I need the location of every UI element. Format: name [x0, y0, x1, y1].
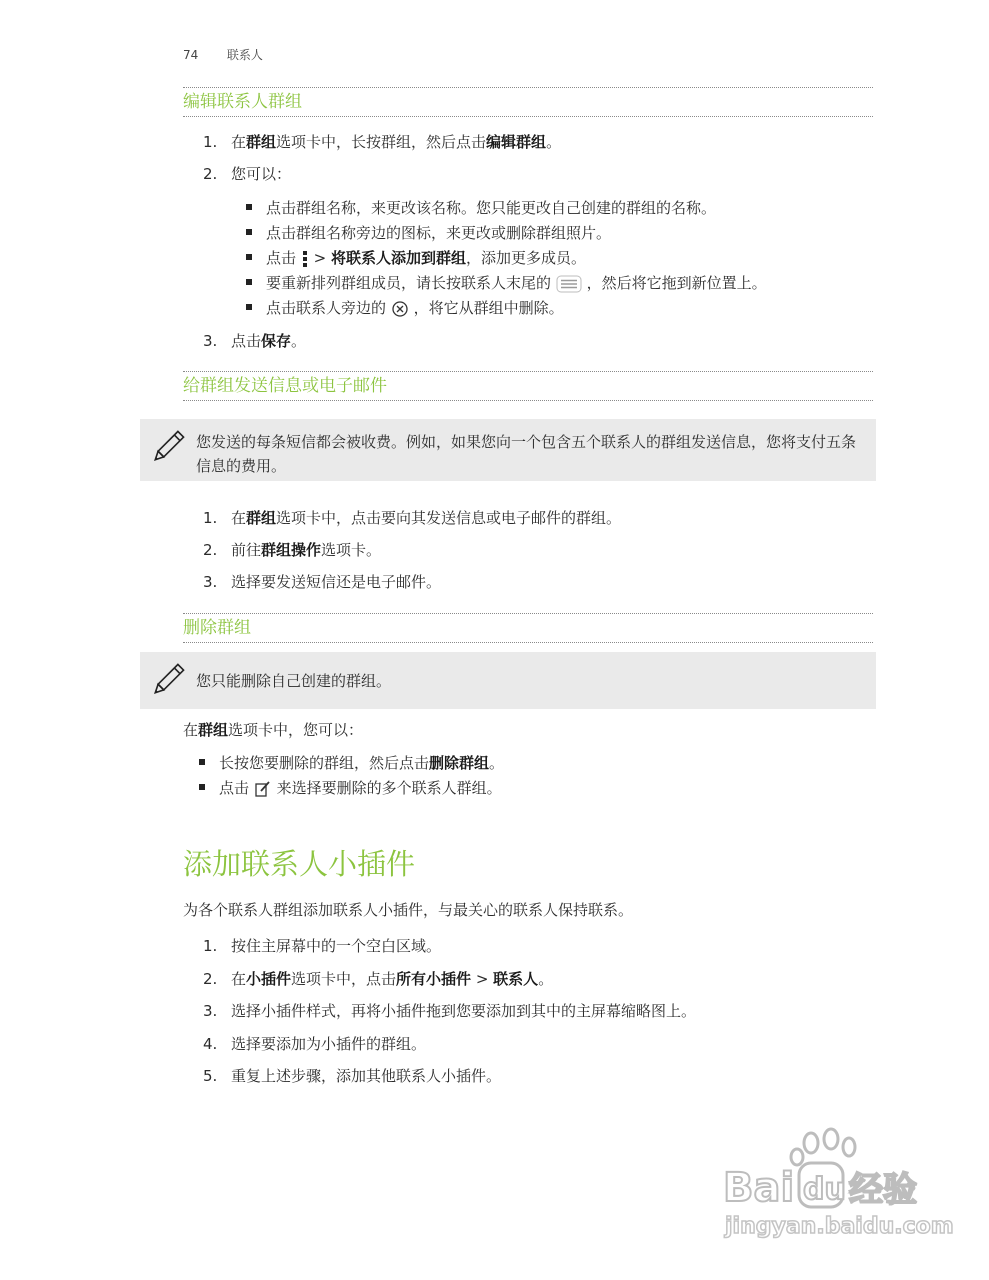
widget-step-2: 2. 在小插件选项卡中，点击所有小插件 > 联系人。: [203, 970, 554, 988]
edit-select-icon: [254, 780, 272, 798]
section-title-edit-group: 编辑联系人群组: [183, 87, 873, 117]
widget-step-3: 3. 选择小插件样式，再将小插件拖到您要添加到其中的主屏幕缩略图上。: [203, 1002, 697, 1020]
edit-step-2: 2. 您可以：: [203, 165, 292, 183]
send-step-3: 3. 选择要发送短信还是电子邮件。: [203, 573, 442, 591]
heading-add-widget: 添加联系人小插件: [183, 847, 416, 881]
edit-bullet-3: 点击 > 将联系人添加到群组，添加更多成员。: [246, 248, 586, 268]
edit-bullet-2: 点击群组名称旁边的图标，来更改或删除群组照片。: [246, 223, 611, 243]
chapter-name: 联系人: [226, 48, 263, 62]
page-number: 74: [183, 48, 199, 62]
remove-circle-icon: [391, 300, 409, 318]
section-title-delete-group: 删除群组: [183, 613, 873, 643]
widget-step-4: 4. 选择要添加为小插件的群组。: [203, 1035, 427, 1053]
edit-bullet-4: 要重新排列群组成员，请长按联系人末尾的 ，然后将它拖到新位置上。: [246, 273, 767, 293]
send-step-1: 1. 在群组选项卡中，点击要向其发送信息或电子邮件的群组。: [203, 509, 622, 527]
send-step-2: 2. 前往群组操作选项卡。: [203, 541, 382, 559]
widget-step-5: 5. 重复上述步骤，添加其他联系人小插件。: [203, 1067, 502, 1085]
note-text: 您发送的每条短信都会被收费。例如，如果您向一个包含五个联系人的群组发送信息，您将支付五条信息的费用。: [196, 433, 857, 475]
note-box-delete: [140, 652, 876, 709]
widget-step-1: 1. 按住主屏幕中的一个空白区域。: [203, 937, 442, 955]
section-title-send-group: 给群组发送信息或电子邮件: [183, 371, 873, 401]
menu-dots-icon: [301, 250, 309, 268]
page-header: [183, 46, 263, 63]
watermark-cn: 经验: [849, 1170, 917, 1210]
edit-bullet-5: 点击联系人旁边的 ，将它从群组中删除。: [246, 298, 564, 318]
edit-bullet-1: 点击群组名称，来更改该名称。您只能更改自己创建的群组的名称。: [246, 198, 716, 218]
widget-intro: 为各个联系人群组添加联系人小插件，与最关心的联系人保持联系。: [183, 901, 634, 919]
watermark-url: jingyan.baidu.com: [725, 1214, 954, 1239]
delete-bullet-1: 长按您要删除的群组，然后点击删除群组。: [199, 753, 504, 773]
note-text: 您只能删除自己创建的群组。: [196, 672, 392, 690]
pencil-note-icon: [148, 660, 188, 700]
watermark-brand: Bai: [723, 1165, 795, 1211]
pencil-note-icon: [148, 427, 188, 467]
edit-step-1: 1. 在群组选项卡中，长按群组，然后点击编辑群组。: [203, 133, 562, 151]
note-box-charges: [140, 419, 876, 481]
drag-handle-icon: [556, 275, 582, 293]
delete-intro: 在群组选项卡中，您可以：: [183, 721, 364, 739]
delete-bullet-2: 点击 来选择要删除的多个联系人群组。: [199, 778, 502, 798]
baidu-jingyan-watermark: [719, 1125, 954, 1245]
watermark-brand-du: du: [803, 1172, 846, 1207]
edit-step-3: 3. 点击保存。: [203, 332, 307, 350]
